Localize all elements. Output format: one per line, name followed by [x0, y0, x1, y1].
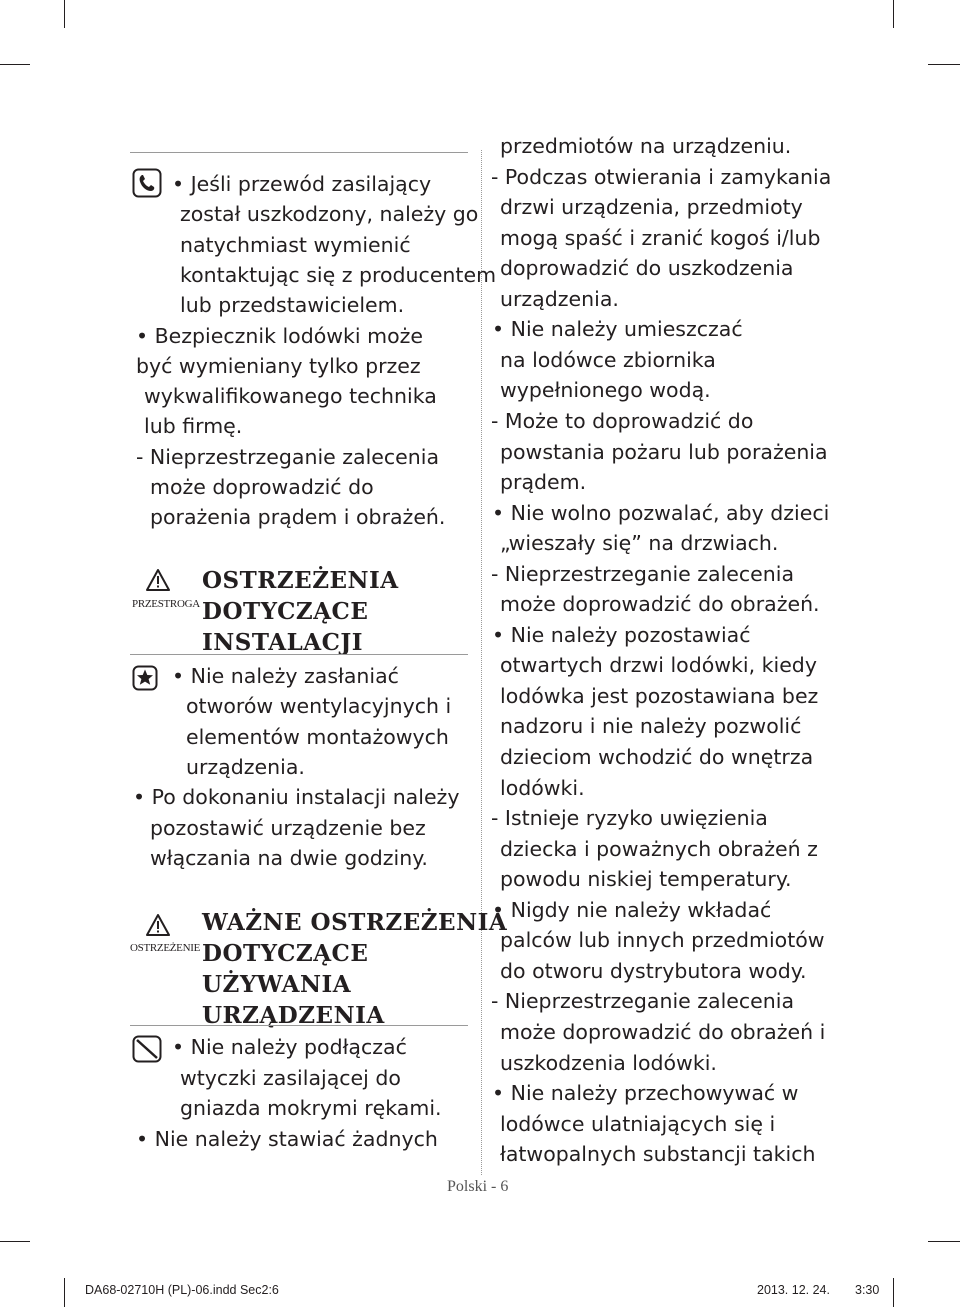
- section2-rule: [130, 1025, 468, 1026]
- text-line: lodówka jest pozostawiana bez: [500, 683, 819, 708]
- text-line: • Bezpiecznik lodówki może: [136, 323, 423, 348]
- crop-mark-right-top: [928, 64, 960, 65]
- text-line: - Może to doprowadzić do: [491, 408, 754, 433]
- text-line: - Nieprzestrzeganie zalecenia: [136, 444, 440, 469]
- text-line: elementów montażowych: [186, 724, 449, 749]
- text-line: natychmiast wymienić: [180, 232, 411, 257]
- column-divider: [481, 150, 482, 1175]
- heading-line: UŻYWANIA: [202, 971, 352, 998]
- text-line: • Jeśli przewód zasilający: [172, 172, 432, 196]
- text-line: kontaktując się z producentem: [180, 262, 497, 287]
- heading-line: DOTYCZĄCE: [202, 598, 369, 625]
- text-line: otwartych drzwi lodówki, kiedy: [500, 653, 817, 678]
- text-line: - Podczas otwierania i zamykania: [491, 164, 832, 189]
- heading-line: OSTRZEŻENIA: [202, 567, 399, 594]
- heading-line: INSTALACJI: [202, 629, 364, 656]
- text-line: wtyczki zasilającej do: [180, 1065, 401, 1090]
- warning-label-caution: PRZESTROGA: [132, 598, 200, 610]
- text-line: lub przedstawicielem.: [180, 293, 405, 318]
- text-line: palców lub innych przedmiotów: [500, 928, 825, 953]
- heading-line: URZĄDZENIA: [202, 1002, 385, 1029]
- heading-line: WAŻNE OSTRZEŻENIA: [202, 909, 508, 936]
- text-line: • Nie należy umieszczać: [492, 317, 743, 342]
- text-line: mogą spaść i zranić kogoś i/lub: [500, 225, 821, 250]
- footer-time: 3:30: [855, 1283, 880, 1297]
- text-line: • Nie należy pozostawiać: [492, 622, 751, 647]
- page-number: Polski - 6: [447, 1178, 509, 1195]
- crop-mark-top-right: [893, 0, 894, 28]
- text-line: • Nie należy podłączać: [172, 1035, 407, 1059]
- footer-date: 2013. 12. 24.: [757, 1283, 830, 1297]
- top-rule: [130, 152, 468, 153]
- text-line: włączania na dwie godziny.: [150, 845, 428, 870]
- text-line: lodówki.: [500, 775, 585, 800]
- text-line: pozostawić urządzenie bez: [150, 815, 426, 840]
- text-line: nadzoru i nie należy pozwolić: [500, 714, 802, 739]
- crop-mark-left-bottom: [0, 1241, 30, 1242]
- text-line: • Nie należy przechowywać w: [492, 1081, 799, 1106]
- crop-mark-bottom-right: [893, 1278, 894, 1307]
- section1-rule: [130, 654, 468, 655]
- text-line: urządzenia.: [500, 286, 619, 311]
- text-line: porażenia prądem i obrażeń.: [150, 505, 446, 530]
- crop-mark-right-bottom: [928, 1241, 960, 1242]
- text-line: dzieciom wchodzić do wnętrza: [500, 745, 814, 769]
- text-line: lodówce ulatniających się i: [500, 1111, 776, 1136]
- heading-line: DOTYCZĄCE: [202, 940, 369, 967]
- text-line: łatwopalnych substancji takich: [500, 1142, 816, 1167]
- text-line: - Nieprzestrzeganie zalecenia: [491, 989, 795, 1014]
- warning-label-warning: OSTRZEŻENIE: [130, 942, 201, 954]
- footer-file-info: DA68-02710H (PL)-06.indd Sec2:6: [85, 1283, 279, 1297]
- text-line: wykwalifikowanego technika: [144, 384, 437, 409]
- text-line: „wieszały się” na drzwiach.: [500, 531, 779, 556]
- warning-triangle-icon: [146, 913, 170, 941]
- text-line: prądem.: [500, 470, 587, 495]
- crop-mark-left-top: [0, 64, 30, 65]
- text-line: do otworu dystrybutora wody.: [500, 958, 807, 983]
- star-icon: [132, 665, 158, 695]
- text-line: może doprowadzić do obrażeń.: [500, 592, 820, 617]
- text-line: może doprowadzić do: [150, 475, 374, 499]
- text-line: powstania pożaru lub porażenia: [500, 439, 828, 464]
- text-line: otworów wentylacyjnych i: [186, 694, 452, 719]
- text-line: doprowadzić do uszkodzenia: [500, 256, 794, 281]
- text-line: - Nieprzestrzeganie zalecenia: [491, 561, 795, 586]
- text-line: być wymieniany tylko przez: [136, 353, 421, 378]
- phone-icon: [132, 168, 162, 202]
- text-line: został uszkodzony, należy go: [180, 202, 479, 227]
- text-line: na lodówce zbiornika: [500, 347, 716, 372]
- text-line: lub firmę.: [144, 414, 243, 439]
- text-line: dziecka i poważnych obrażeń z: [500, 836, 818, 861]
- text-line: może doprowadzić do obrażeń i: [500, 1019, 826, 1044]
- text-line: powodu niskiej temperatury.: [500, 867, 792, 892]
- text-line: • Nigdy nie należy wkładać: [492, 897, 772, 922]
- text-line: • Nie wolno pozwalać, aby dzieci: [492, 500, 830, 525]
- text-line: - Istnieje ryzyko uwięzienia: [491, 806, 768, 831]
- text-line: przedmiotów na urządzeniu.: [500, 134, 792, 158]
- text-line: • Po dokonaniu instalacji należy: [133, 785, 460, 810]
- crop-mark-top-left: [64, 0, 65, 28]
- text-line: drzwi urządzenia, przedmioty: [500, 195, 803, 220]
- text-line: • Nie należy zasłaniać: [172, 664, 399, 688]
- prohibited-icon: [132, 1035, 162, 1067]
- crop-mark-bottom-left: [64, 1278, 65, 1307]
- text-line: gniazda mokrymi rękami.: [180, 1096, 442, 1120]
- text-line: wypełnionego wodą.: [500, 378, 711, 403]
- text-line: urządzenia.: [186, 754, 305, 779]
- warning-triangle-icon: [146, 568, 170, 596]
- text-line: uszkodzenia lodówki.: [500, 1050, 717, 1075]
- text-line: • Nie należy stawiać żadnych: [136, 1126, 438, 1151]
